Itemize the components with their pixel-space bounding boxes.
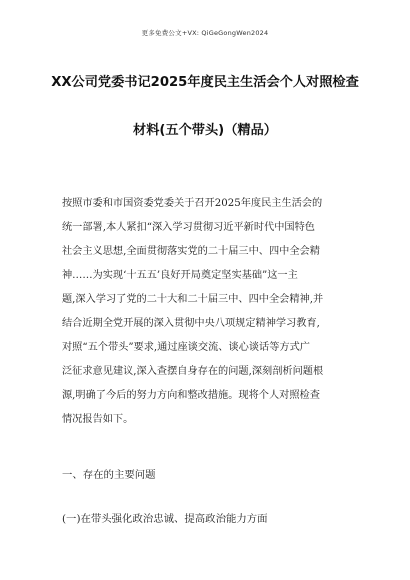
paragraph-line: 结合近期全党开展的深入贯彻中央八项规定精神学习教育, xyxy=(62,318,320,329)
subsection-heading: (一)在带头强化政治忠诚、提高政治能力方面 xyxy=(62,513,268,525)
paragraph-line: 情况报告如下。 xyxy=(62,414,134,425)
paragraph-line: 对照“五个带头”要求,通过座谈交流、谈心谈话等方式广 xyxy=(62,342,310,353)
paragraph-line: 源,明确了今后的努力方向和整改措施。现将个人对照检查 xyxy=(62,390,320,401)
header-promo-note: 更多免费公文+VX: QiGeGongWen2024 xyxy=(141,29,269,37)
paragraph-line: 按照市委和市国资委党委关于召开2025年度民主生活会的 xyxy=(62,198,323,209)
document-title-line-2: 材料(五个带头)（精品） xyxy=(133,123,277,138)
document-title-line-1: XX公司党委书记2025年度民主生活会个人对照检查 xyxy=(51,75,359,90)
paragraph-line: 神……为实现‘十五五’良好开局奠定坚实基础”这一主 xyxy=(62,270,298,281)
paragraph-line: 题,深入学习了党的二十大和二十届三中、四中全会精神,并 xyxy=(62,294,324,305)
paragraph-line: 统一部署,本人紧扣“深入学习贯彻习近平新时代中国特色 xyxy=(62,222,315,233)
paragraph-line: 社会主义思想,全面贯彻落实党的二十届三中、四中全会精 xyxy=(62,246,320,257)
paragraph-line: 泛征求意见建议,深入查摆自身存在的问题,深刻剖析问题根 xyxy=(62,366,324,377)
section-heading: 一、存在的主要问题 xyxy=(62,469,156,481)
